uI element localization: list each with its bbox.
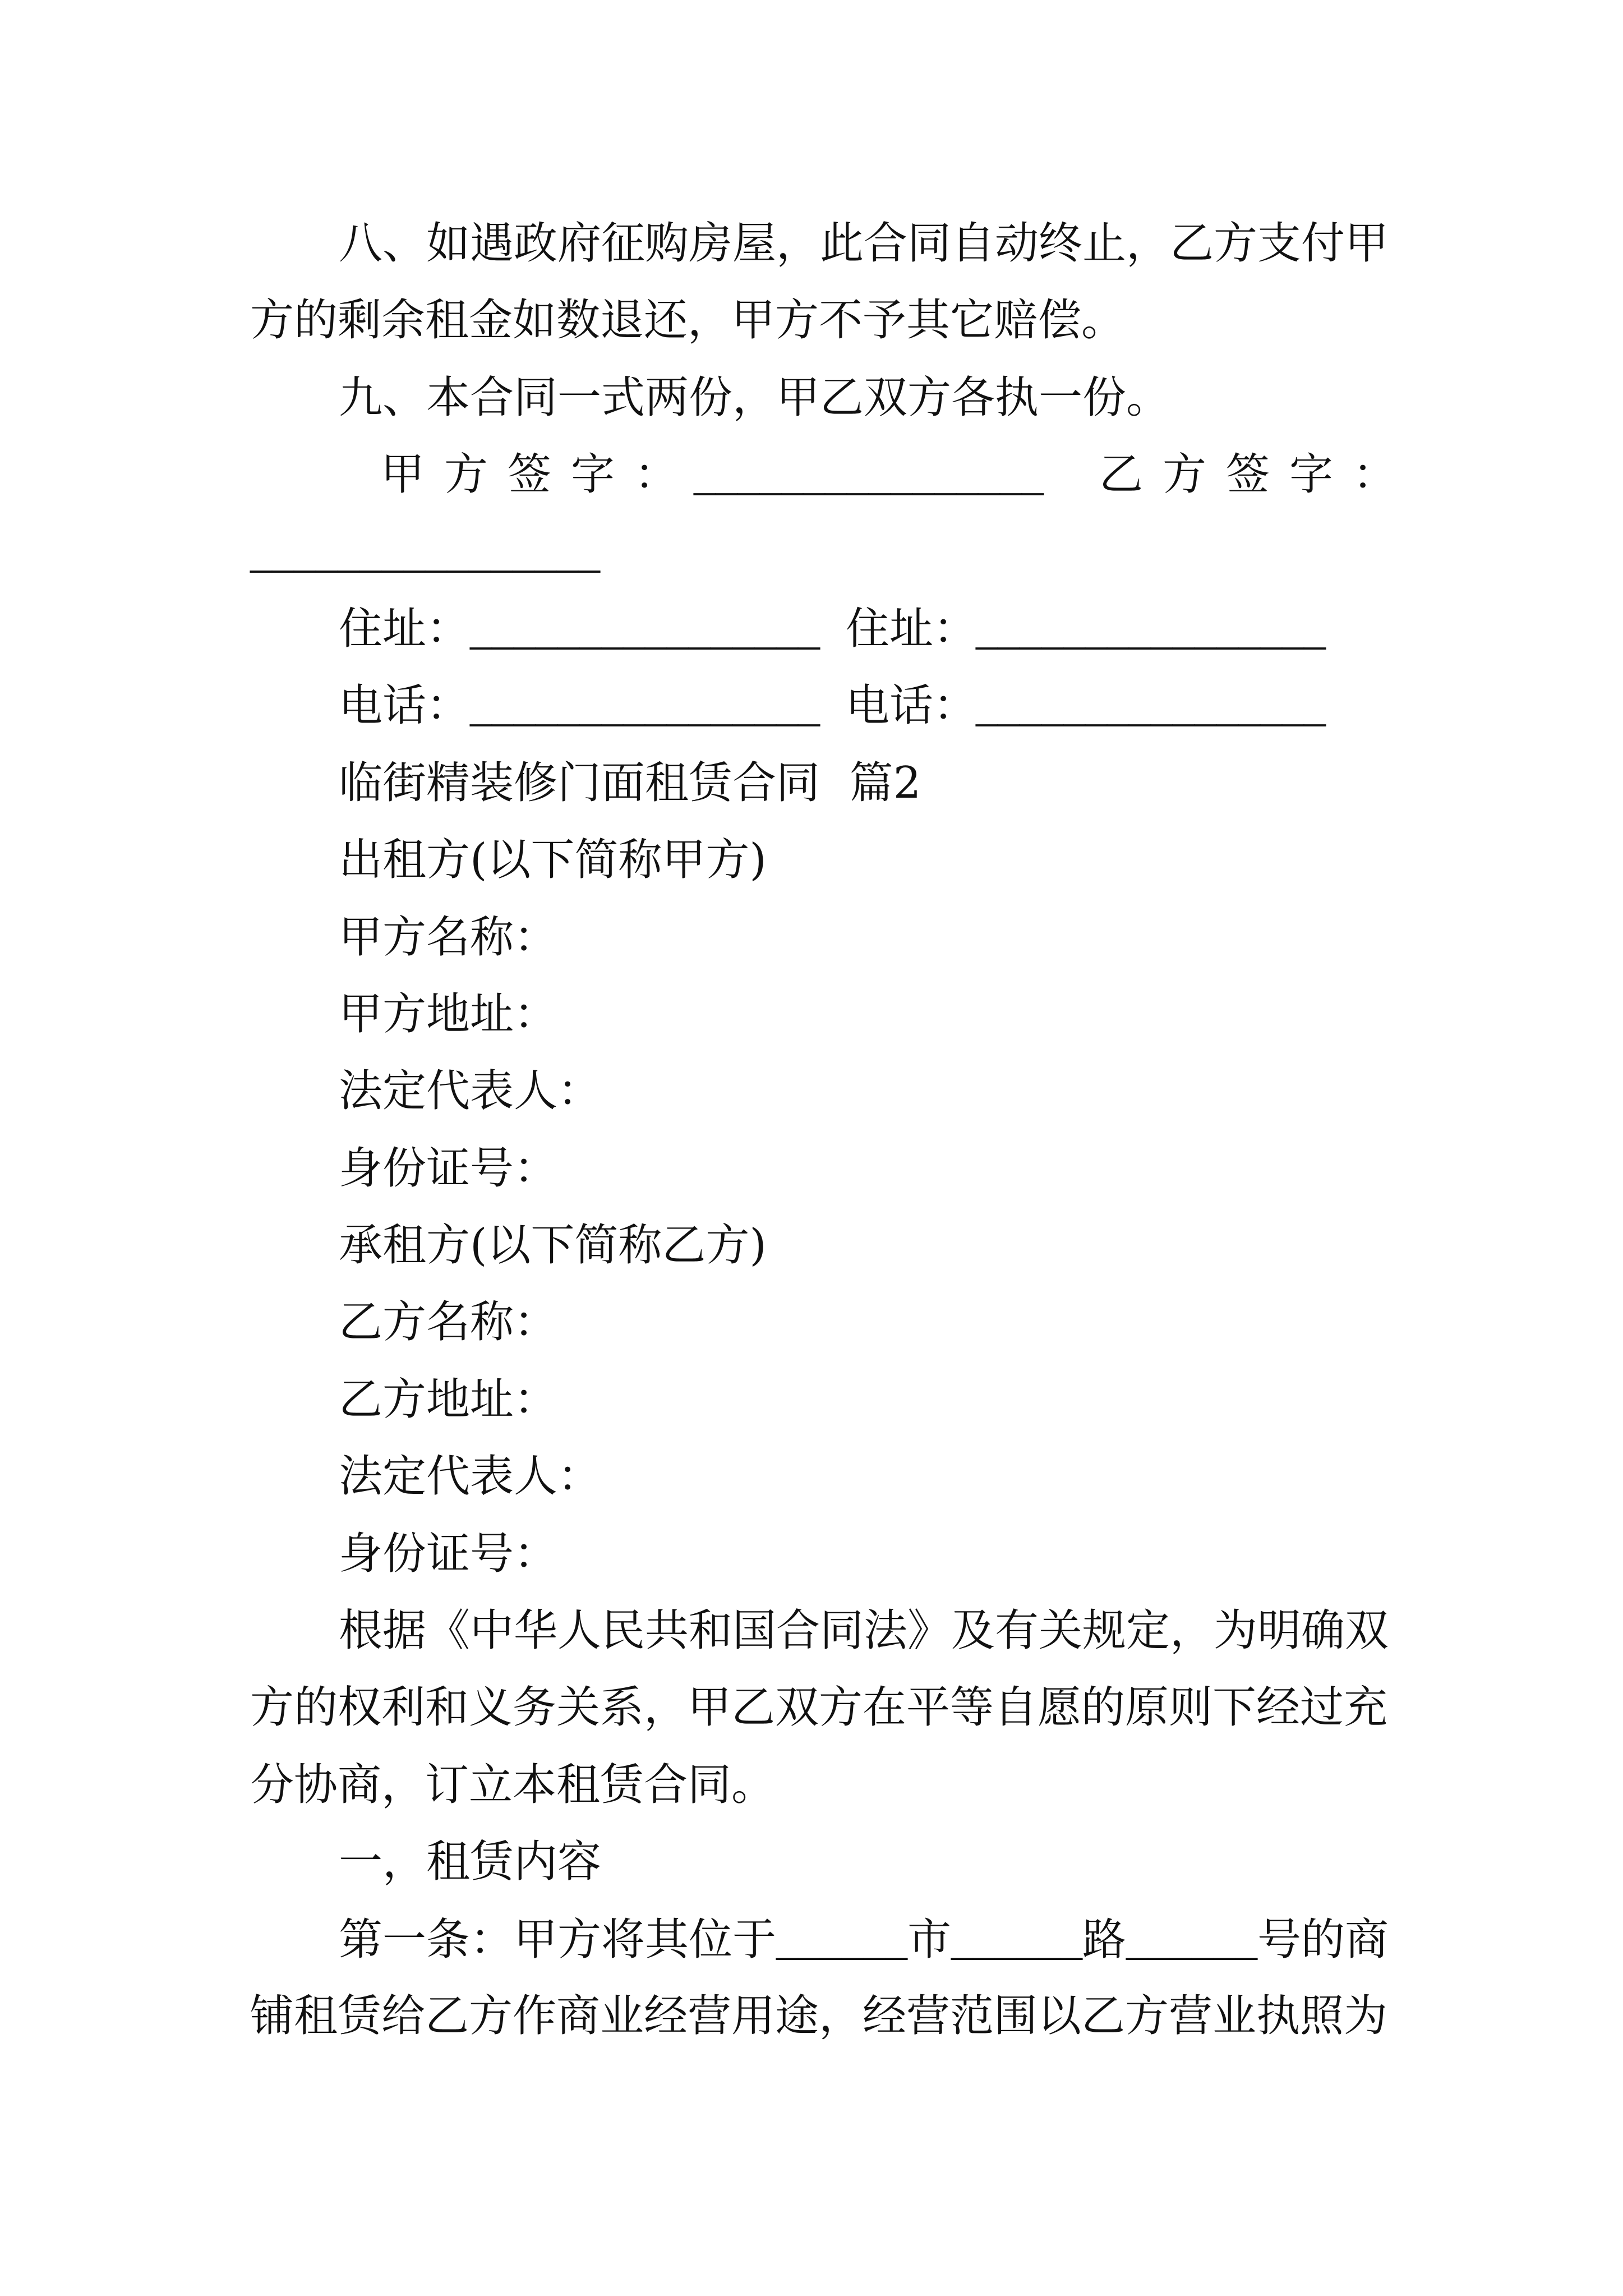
party-b-phone-blank: ________________ [976, 682, 1326, 731]
phone-row [0, 668, 1623, 744]
party-b-phone-label: 电话： [846, 680, 978, 731]
signature-row-continued [0, 514, 1623, 591]
party-a-address-label: 住址： [339, 603, 471, 654]
section-1-heading: 一，租赁内容 [339, 1837, 602, 1888]
lessor-legal-rep-field: 法定代表人： [339, 1066, 602, 1117]
lessor-id-number-field: 身份证号： [339, 1143, 558, 1194]
preamble-line-1: 根据《中华人民共和国合同法》及有关规定，为明确双 [339, 1605, 1389, 1657]
article-1-text-start: 第一条：甲方将其位于 [339, 1914, 777, 1965]
party-a-phone-blank: ________________ [470, 682, 820, 731]
road-blank: ______ [951, 1915, 1083, 1964]
address-row [0, 591, 1623, 668]
party-a-phone-label: 电话： [339, 680, 471, 731]
party-a-address-blank: ________________ [470, 604, 820, 654]
preamble-line-2: 方的权利和义务关系，甲乙双方在平等自愿的原则下经过充 [250, 1682, 1388, 1733]
article-1-text-end: 号的商 [1257, 1914, 1389, 1965]
article-1-line-1 [0, 1901, 1623, 1978]
number-blank: ______ [1126, 1915, 1258, 1964]
lessor-intro: 出租方(以下简称甲方) [339, 835, 767, 886]
party-b-address-blank: ________________ [976, 604, 1326, 654]
lessee-name-field: 乙方名称： [339, 1297, 558, 1348]
preamble-line-3: 分协商，订立本租赁合同。 [250, 1759, 776, 1810]
clause-9: 九、本合同一式两份，甲乙双方各执一份。 [339, 372, 1170, 423]
lessor-name-field: 甲方名称： [339, 912, 558, 963]
contract-2-heading: 临街精装修门面租赁合同 篇2 [339, 757, 921, 808]
party-b-signature-label: 乙方签字： [1099, 449, 1417, 500]
clause-8-line-2: 方的剩余租金如数退还，甲方不予其它赔偿。 [250, 295, 1126, 346]
road-label: 路 [1082, 1914, 1127, 1965]
party-a-signature-blank: ________________ [694, 450, 1044, 500]
city-blank: ______ [776, 1915, 908, 1964]
lessee-address-field: 乙方地址： [339, 1374, 558, 1425]
document-body [0, 205, 1623, 2055]
article-1-line-2: 铺租赁给乙方作商业经营用途，经营范围以乙方营业执照为 [250, 1990, 1388, 2041]
clause-8-line-1: 八、如遇政府征购房屋，此合同自动终止，乙方支付甲 [339, 218, 1389, 269]
signature-row [0, 436, 1623, 513]
city-label: 市 [907, 1914, 952, 1965]
lessor-address-field: 甲方地址： [339, 988, 558, 1039]
lessee-legal-rep-field: 法定代表人： [339, 1451, 602, 1502]
lessee-id-number-field: 身份证号： [339, 1528, 558, 1579]
party-b-address-label: 住址： [846, 603, 978, 654]
lessee-intro: 承租方(以下简称乙方) [339, 1220, 767, 1271]
party-b-signature-blank: ________________ [250, 527, 600, 577]
party-a-signature-label: 甲方签字： [381, 449, 698, 500]
